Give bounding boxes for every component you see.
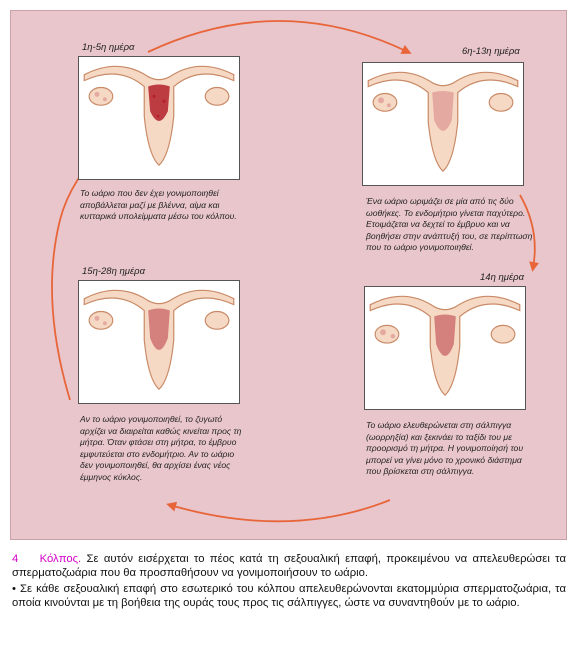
uterus-diagram-icon xyxy=(78,280,240,404)
stage-caption-2: Ένα ωάριο ωριμάζει σε μία από τις δύο ωοθήκες. Το ενδομήτριο γίνεται παχύτερο. Ετοιμάζεται να δεχτεί το έμβρυο και να βοηθήσει στην ανάπτυξή του, σε περίπτωση που το ωάριο γονιμοποιηθεί. xyxy=(366,196,533,252)
uterus-diagram-stage-3 xyxy=(365,287,525,409)
item-term: Κόλπος. xyxy=(39,553,82,565)
uterus-diagram-stage-4 xyxy=(79,281,239,403)
item-body: Σε αυτόν εισέρχεται το πέος κατά τη σεξουαλική επαφή, προκειμένου να απελευθερώσει τα σπερματοζωάρια που θα προσπαθήσουν να γονιμοποιήσουν το ωάριο. xyxy=(12,553,566,579)
stage-caption-3: Το ωάριο ελευθερώνεται στη σάλπιγγα (ωορρηξία) και ξεκινάει το ταξίδι του με προορισμό τη μήτρα. Η γονιμοποίησή του μπορεί να γίνει μόνο το χρονικό διάστημα που βρίσκεται στη σάλπιγγα. xyxy=(366,420,524,476)
uterus-diagram-icon xyxy=(78,56,240,180)
uterus-diagram-stage-2 xyxy=(363,63,523,185)
body-text xyxy=(12,552,566,610)
stage-title-3: 14η ημέρα xyxy=(480,272,524,283)
uterus-diagram-icon xyxy=(364,286,526,410)
uterus-diagram-stage-1 xyxy=(79,57,239,179)
bullet-marker: • xyxy=(12,583,16,595)
item-number: 4 xyxy=(12,553,19,565)
stage-title-1: 1η-5η ημέρα xyxy=(82,42,135,53)
stage-caption-4: Αν το ωάριο γονιμοποιηθεί, το ζυγωτό αρχίζει να διαιρείται καθώς κινείται προς τη μήτρα. Όταν φτάσει στη μήτρα, το έμβρυο εμφυτεύεται στο ενδομήτριο. Αν το ωάριο δεν γονιμοποιηθεί, θα αρχίσει ένας νέος έμμηνος κύκλος. xyxy=(80,414,242,482)
bullet-item xyxy=(12,582,566,610)
numbered-item xyxy=(12,552,566,580)
uterus-diagram-icon xyxy=(362,62,524,186)
bullet-body: Σε κάθε σεξουαλική επαφή στο εσωτερικό του κόλπου απελευθερώνονται εκατομμύρια σπερματοζωάρια, τα οποία κινούνται με τη βοήθεια της ουράς τους προς τις σάλπιγγες, ώστε να συναντηθούν με το ωάριο. xyxy=(12,583,566,609)
stage-title-2: 6η-13η ημέρα xyxy=(462,46,520,57)
stage-title-4: 15η-28η ημέρα xyxy=(82,266,145,277)
stage-caption-1: Το ωάριο που δεν έχει γονιμοποιηθεί αποβάλλεται μαζί με βλέννα, αίμα και κυτταρικά υπολείμματα μέσω του κόλπου. xyxy=(80,188,237,221)
